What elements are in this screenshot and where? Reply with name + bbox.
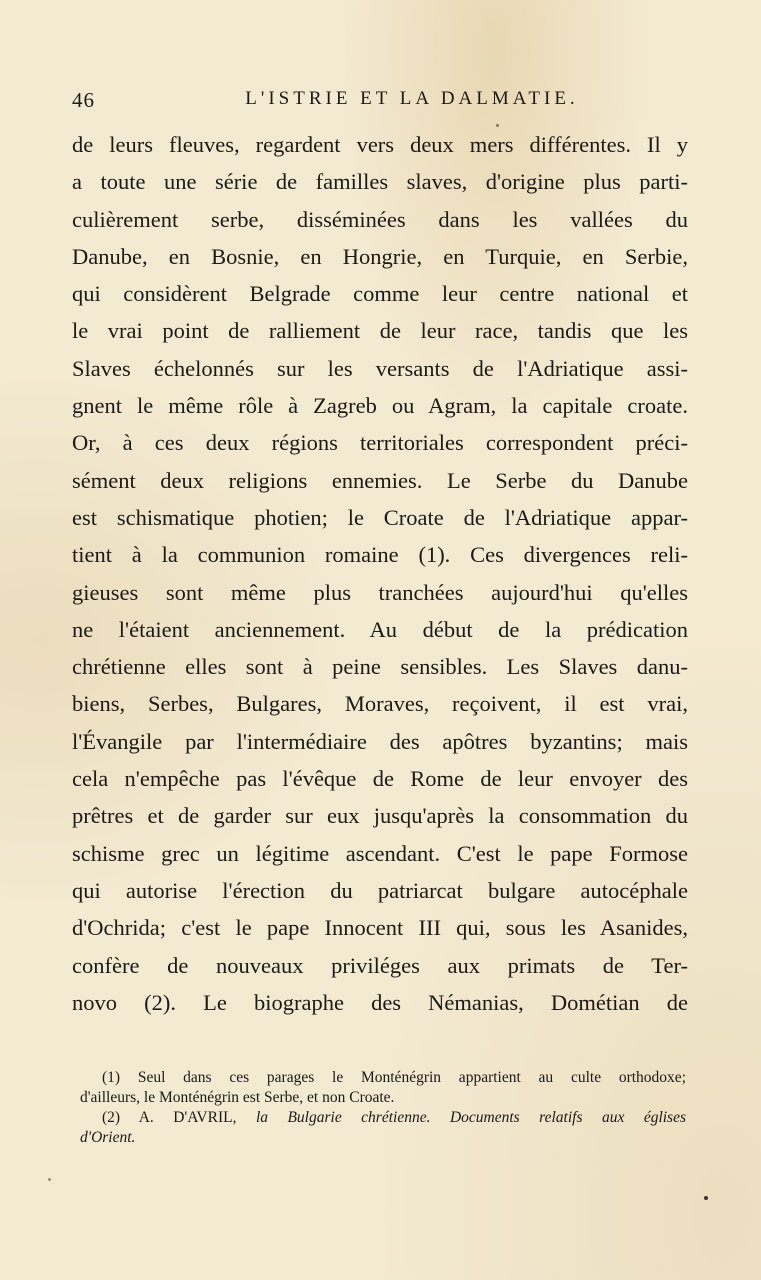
- running-title: L'ISTRIE ET LA DALMATIE.: [245, 88, 579, 109]
- text-line: qui autorise l'érection du patriarcat bulgare autocéphale: [72, 877, 688, 903]
- text-line: gnent le même rôle à Zagreb ou Agram, la capitale croate.: [72, 393, 688, 419]
- text-line: a toute une série de familles slaves, d'origine plus parti-: [72, 169, 688, 195]
- footnote-2-title-cont: d'Orient.: [80, 1129, 136, 1146]
- text-line: novo (2). Le biographe des Némanias, Dométian de: [72, 989, 688, 1015]
- footnote-2-line: [80, 1128, 686, 1148]
- text-line: schisme grec un légitime ascendant. C'est le pape Formose: [72, 840, 688, 866]
- text-line: prêtres et de garder sur eux jusqu'après la consommation du: [72, 803, 688, 829]
- text-line: d'Ochrida; c'est le pape Innocent III qui, sous les Asanides,: [72, 915, 688, 941]
- text-line: Danube, en Bosnie, en Hongrie, en Turquie, en Serbie,: [72, 243, 688, 269]
- paper-speck: [496, 124, 499, 127]
- text-line: ne l'étaient anciennement. Au début de la prédication: [72, 616, 688, 642]
- text-line: chrétienne elles sont à peine sensibles. Les Slaves danu-: [72, 654, 688, 680]
- page-number: 46: [72, 88, 95, 112]
- text-line: sément deux religions ennemies. Le Serbe du Danube: [72, 467, 688, 493]
- text-line: gieuses sont même plus tranchées aujourd'hui qu'elles: [72, 579, 688, 605]
- text-line: biens, Serbes, Bulgares, Moraves, reçoivent, il est vrai,: [72, 691, 688, 717]
- text-line: Slaves échelonnés sur les versants de l'Adriatique assi-: [72, 355, 688, 381]
- paper-speck: [48, 1178, 51, 1181]
- running-head: [72, 88, 692, 116]
- text-line: l'Évangile par l'intermédiaire des apôtres byzantins; mais: [72, 728, 688, 754]
- footnote-1-line: d'ailleurs, le Monténégrin est Serbe, et non Croate.: [80, 1089, 395, 1106]
- footnotes: [80, 1068, 686, 1148]
- text-line: confère de nouveaux priviléges aux primats de Ter-: [72, 952, 688, 978]
- text-line: le vrai point de ralliement de leur race, tandis que les: [72, 318, 688, 344]
- text-line: tient à la communion romaine (1). Ces divergences reli-: [72, 542, 688, 568]
- footnote-2-author: (2) A. D'AVRIL,: [102, 1109, 237, 1126]
- text-line: cela n'empêche pas l'évêque de Rome de leur envoyer des: [72, 766, 688, 792]
- text-line: culièrement serbe, disséminées dans les vallées du: [72, 206, 688, 232]
- paper-speck: [704, 1196, 708, 1200]
- text-line: de leurs fleuves, regardent vers deux mers différentes. Il y: [72, 132, 688, 157]
- text-line: Or, à ces deux régions territoriales correspondent préci-: [72, 430, 688, 456]
- footnote-2-title: la Bulgarie chrétienne. Documents relatifs aux églises: [255, 1109, 686, 1126]
- text-line: est schismatique photien; le Croate de l'Adriatique appar-: [72, 504, 688, 530]
- footnote-2-line: [80, 1108, 686, 1128]
- body-text: [72, 126, 688, 1021]
- text-line: qui considèrent Belgrade comme leur centre national et: [72, 281, 688, 307]
- footnote-1-line: (1) Seul dans ces parages le Monténégrin appartient au culte orthodoxe;: [102, 1069, 686, 1086]
